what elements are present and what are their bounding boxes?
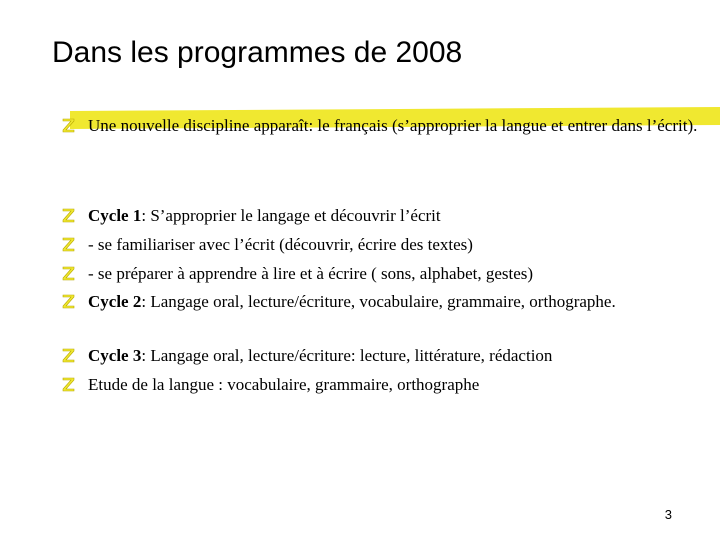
bullet-text: Cycle 3: Langage oral, lecture/écriture: lecture, littérature, rédaction [88,346,553,365]
bullet-item [60,113,700,138]
page-number: 3 [664,507,672,522]
bullet-item [60,203,700,228]
z-bullet-icon [60,343,80,368]
bullet-text: Etude de la langue : vocabulaire, grammaire, orthographe [88,375,480,394]
z-bullet-icon [60,232,80,257]
z-bullet-icon [60,113,80,138]
bullet-item [60,343,700,368]
bullet-item [60,289,700,314]
z-bullet-icon [60,261,80,286]
bullet-text: Cycle 2: Langage oral, lecture/écriture, vocabulaire, grammaire, orthographe. [88,292,616,311]
bullet-item [60,261,700,286]
z-bullet-icon [60,203,80,228]
bullet-item [60,372,700,397]
z-bullet-icon [60,289,80,314]
z-bullet-icon [60,372,80,397]
bullet-text: Une nouvelle discipline apparaît: le français (s’approprier la langue et entrer dans l’écrit). [88,116,698,135]
bullet-text: Cycle 1: S’approprier le langage et découvrir l’écrit [88,206,441,225]
bullet-text: - se préparer à apprendre à lire et à écrire ( sons, alphabet, gestes) [88,264,534,283]
slide-title: Dans les programmes de 2008 [52,36,463,69]
bullet-text: - se familiariser avec l’écrit (découvrir, écrire des textes) [88,235,473,254]
bullet-item [60,232,700,257]
